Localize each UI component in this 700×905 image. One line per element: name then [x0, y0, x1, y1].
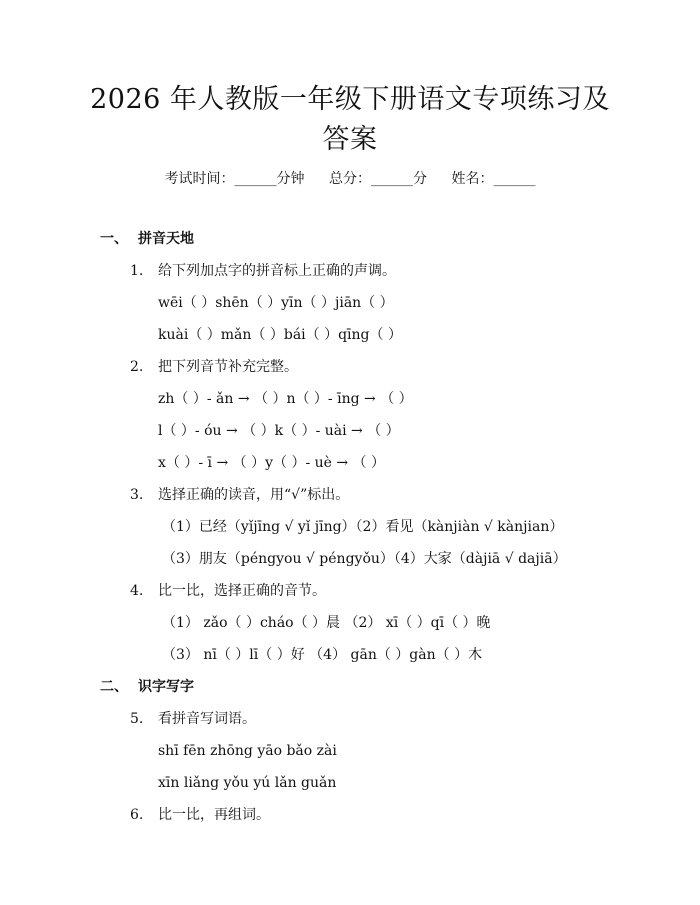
- total-score-label: 总分：: [329, 171, 371, 187]
- question-4-line-1: （1） zǎo（ ）cháo（ ）晨 （2） xī（ ）qī（ ）晚: [162, 615, 491, 631]
- question-number: 5.: [130, 711, 144, 727]
- section-number: 二、: [100, 679, 128, 695]
- section-heading: [100, 229, 194, 249]
- section-title: 拼音天地: [138, 231, 194, 247]
- exam-time-blank: ______: [234, 171, 277, 187]
- student-name: [451, 171, 535, 187]
- question-text: 比一比，选择正确的音节。: [158, 583, 326, 599]
- question-text: 把下列音节补充完整。: [158, 359, 298, 375]
- question-number: 1.: [130, 263, 144, 279]
- question-number: 3.: [130, 487, 144, 503]
- exam-time: [165, 171, 305, 187]
- question-2-line-2: l（ ）- óu → （ ）k（ ）- uài → （ ）: [158, 423, 400, 439]
- question-1-line-1: wēi（ ）shēn（ ）yīn（ ）jiān（ ）: [158, 295, 394, 311]
- document-title: 2026 年人教版一年级下册语文专项练习及答案: [90, 84, 610, 155]
- question-text: 看拼音写词语。: [158, 711, 256, 727]
- question-5: [130, 709, 256, 729]
- question-3: [130, 485, 349, 505]
- section-title: 识字写字: [138, 679, 194, 695]
- question-3-line-2: （3）朋友（péngyou √ péngyǒu）（4）大家（dàjiā √ dajiā）: [162, 551, 567, 567]
- question-number: 2.: [130, 359, 144, 375]
- total-score-blank: ______: [371, 171, 413, 187]
- question-1-line-2: kuài（ ）mǎn（ ）bái（ ）qīng（ ）: [158, 327, 402, 343]
- exam-time-unit: 分钟: [276, 171, 305, 187]
- question-2: [130, 357, 298, 377]
- question-text: 选择正确的读音，用“√”标出。: [158, 487, 350, 503]
- student-name-blank: ______: [493, 171, 536, 187]
- question-text: 给下列加点字的拼音标上正确的声调。: [158, 263, 396, 279]
- question-1: [130, 261, 396, 281]
- question-number: 4.: [130, 583, 144, 599]
- student-name-label: 姓名：: [451, 171, 494, 187]
- question-text: 比一比，再组词。: [158, 807, 270, 823]
- exam-time-label: 考试时间：: [164, 171, 235, 187]
- question-5-line-2: xīn liǎng yǒu yú lǎn guǎn: [158, 775, 337, 791]
- question-number: 6.: [130, 807, 144, 823]
- question-2-line-3: x（ ）- ī → （ ）y（ ）- uè → （ ）: [158, 455, 386, 471]
- question-3-line-1: （1）已经（yǐjīng √ yǐ jīng）（2）看见（kànjiàn √ kànjian）: [162, 519, 564, 535]
- question-2-line-1: zh（ ）- ǎn → （ ）n（ ）- īng → （ ）: [158, 391, 413, 407]
- section-number: 一、: [100, 231, 128, 247]
- exam-meta: [0, 168, 700, 188]
- total-score-unit: 分: [413, 171, 427, 187]
- question-4-line-2: （3） nī（ ）lī（ ）好 （4） gān（ ）gàn（ ）木: [162, 647, 483, 663]
- section-heading: [100, 677, 194, 697]
- question-4: [130, 581, 326, 601]
- question-5-line-1: shī fēn zhōng yāo bǎo zài: [158, 743, 337, 759]
- question-6: [130, 805, 270, 825]
- total-score: [329, 171, 427, 187]
